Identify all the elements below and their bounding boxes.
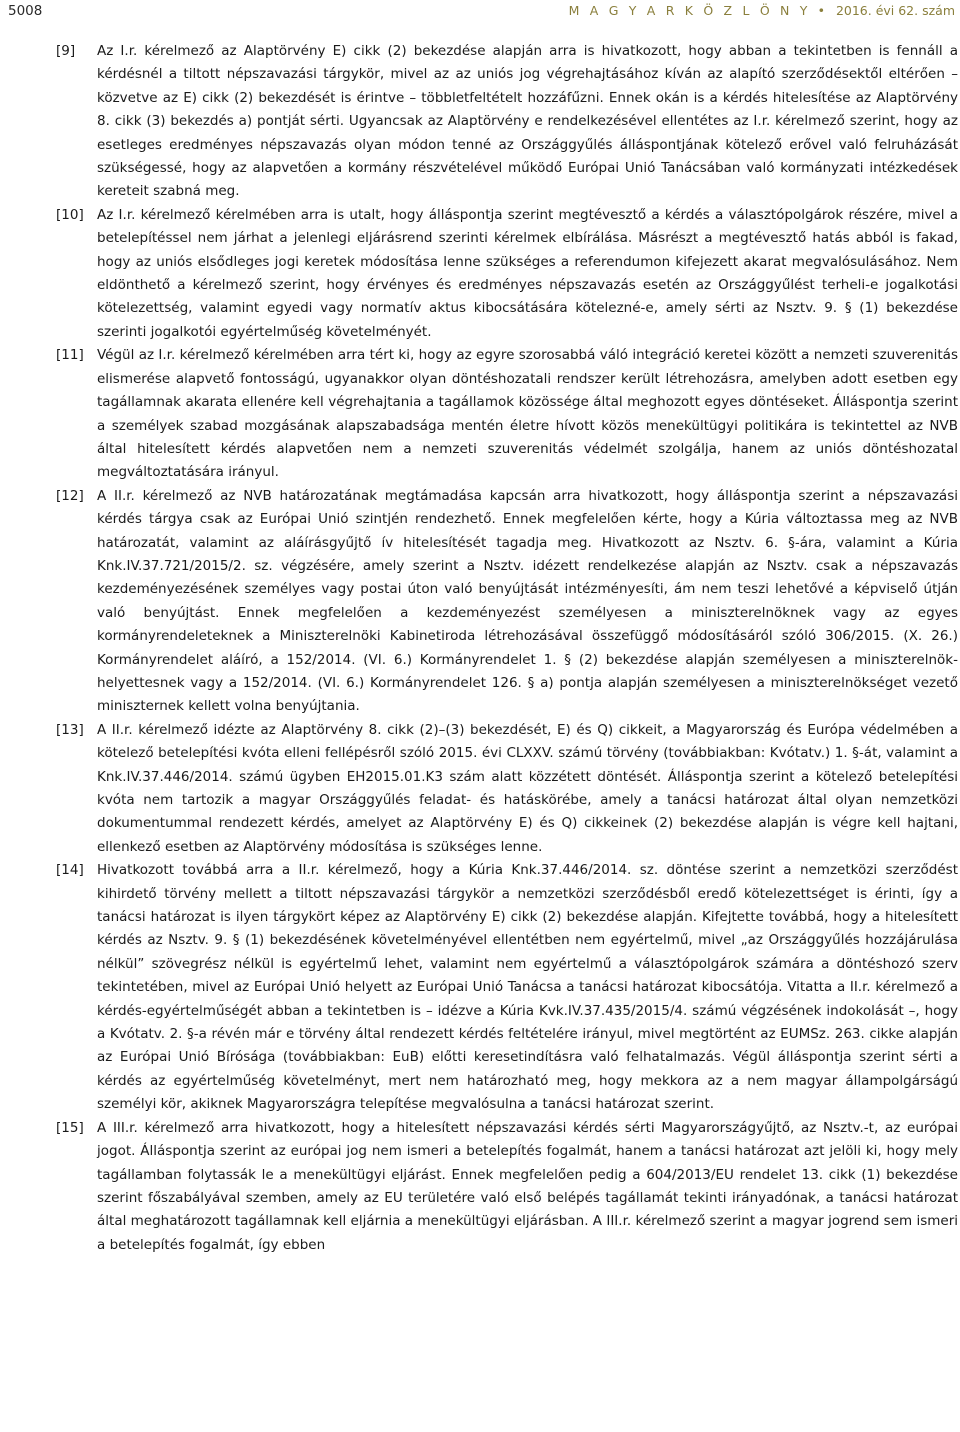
- paragraph-text: Végül az I.r. kérelmező kérelmében arra tért ki, hogy az egyre szorosabbá váló integráció keretei között a nemzeti szuverenitás elismerése alapvető fontosságú, ugyanakkor olyan döntéshozatali rendszer került létrehozásra, amelyben adott esetben egy tagállamnak akarata ellenére kell végrehajtania a tagállamok közössége által meghozott egyes döntéseket. Álláspontja szerint a személyek szabad mozgásának alapszabadsága mentén életre hívott közös menekültügyi politikára is tekintettel az NVB által hitelesített kérdés alapvetően nem a nemzeti szuverenitás védelmét szolgálja, hanem az uniós döntéshozatal megváltoztatására irányul.: [97, 347, 958, 481]
- paragraph-number: [15]: [56, 1119, 84, 1136]
- paragraph-10: [56, 204, 958, 344]
- paragraph-13: [56, 719, 958, 859]
- issue-label: 2016. évi 62. szám: [835, 3, 955, 18]
- paragraph-11: [56, 344, 958, 484]
- running-head: [569, 3, 955, 18]
- paragraph-text: A III.r. kérelmező arra hivatkozott, hogy a hitelesített népszavazási kérdés sérti Magyarországyűjtő, az Nsztv.-t, az európai jogot. Álláspontja szerint az európai jog nem ismeri a betelepítés fogalmát, hanem a tanácsi határozat azt jelöli ki, hogy mely tagállamban folytassák le a menekültügyi eljárást. Ennek megfelelően pedig a 604/2013/EU rendelet 13. cikk (1) bekezdése szerint főszabályával szemben, amely az EU területére való első belépés tagállamát tekinti irányadónak, a tanácsi határozat által meghatározott tagállamnak kell eljárnia a menekültügyi eljárásban. A III.r. kérelmező szerint a magyar jogrend sem ismeri a betelepítés fogalmát, így ebben: [97, 1119, 958, 1253]
- paragraph-number: [12]: [56, 487, 84, 504]
- paragraph-9: [56, 40, 958, 204]
- paragraph-number: [11]: [56, 347, 84, 364]
- paragraph-text: Hivatkozott továbbá arra a II.r. kérelmező, hogy a Kúria Knk.37.446/2014. sz. döntése szerint a nemzetközi szerződést kihirdető törvény mellett a tiltott népszavazási tárgykör a nemzetközi szerződésből eredő kötelezettséget is érinti, így a tanácsi határozat is ilyen tárgykört képez az Alaptörvény E) cikk (2) bekezdése alapján. Kifejtette továbbá, hogy a hitelesített kérdés az Nsztv. 9. § (1) bekezdésének követelményével ellentétben nem egyértelmű, mivel „az Országgyűlés hozzájárulása nélkül” szövegrész nélkül is egyértelmű lehet, valamint nem egyértelmű a választópolgárok számára a döntéshozó szerv tekintetében, mivel az Európai Unió helyett az Európai Unió Tanácsa a tanácsi határozat kibocsátója. Vitatta a II.r. kérelmező a kérdés-egyértelműségét abban a tekintetben is – idézve a Kúria Kvk.IV.37.435/2015/4. számú végzésének indokolását –, hogy a Kvótatv. 2. §-a révén már e törvény által rendezett kérdés feltételére irányul, mivel megtörtént az EUMSz. 263. cikke alapján az Európai Unió Bírósága (továbbiakban: EuB) előtti keresetindításra való felhatalmazás. Végül álláspontja szerint sérti a kérdés az egyértelműség követelményt, mert nem határozható meg, hogy mekkora az a nem magyar állampolgárságú személyi kör, akiknek Magyarországra telepítése megvalósulna a tanácsi határozat szerint.: [97, 862, 958, 1113]
- paragraph-14: [56, 859, 958, 1116]
- paragraph-text: A II.r. kérelmező idézte az Alaptörvény 8. cikk (2)–(3) bekezdését, E) és Q) cikkeit, a Magyarország és Európa védelmében a kötelező betelepítési kvóta elleni fellépésről szóló 2015. évi CLXXV. számú törvény (továbbiakban: Kvótatv.) 1. §-át, valamint a Knk.IV.37.446/2014. számú ügyben EH2015.01.K3 szám alatt közzétett döntését. Álláspontja szerint a kötelező betelepítési kvóta nem tartozik a magyar Országgyűlés feladat- és hatáskörébe, amely a tanácsi határozat által olyan nemzetközi dokumentummal rendezett kérdés, amelyet az Alaptörvény E) és Q) cikkeinek (2) bekezdése alapján is végre kell hajtani, ellenkező esetben az Alaptörvény módosítása is szükséges lenne.: [97, 721, 958, 855]
- document-body: [56, 40, 958, 1257]
- publication-title: M A G Y A R K Ö Z L Ö N Y: [568, 3, 811, 18]
- paragraph-number: [13]: [56, 721, 84, 738]
- page-header: [0, 0, 960, 30]
- paragraph-number: [14]: [56, 862, 84, 879]
- paragraph-text: Az I.r. kérelmező kérelmében arra is utalt, hogy álláspontja szerint megtévesztő a kérdés a választópolgárok részére, mivel a betelepítéssel nem járhat a jelenlegi eljárásrend szerinti kérelmek elbírálása. Másrészt a megtévesztő hatás abból is fakad, hogy az uniós elsődleges jogi keretek módosítása lenne szükséges a referendumon kifejezett akarat megvalósulásához. Nem eldönthető a kérelmező szerint, hogy érvényes és eredményes népszavazás esetén az Országgyűlést terheli-e jogalkotási kötelezettség, valamint egyedi vagy normatív aktus kibocsátására kötelezné-e, amely sérti az Nsztv. 9. § (1) bekezdése szerinti jogalkotói egyértelműség követelményét.: [97, 206, 958, 340]
- paragraph-15: [56, 1117, 958, 1257]
- page-number: 5008: [8, 3, 43, 19]
- paragraph-12: [56, 485, 958, 719]
- paragraph-text: A II.r. kérelmező az NVB határozatának megtámadása kapcsán arra hivatkozott, hogy álláspontja szerint a népszavazási kérdés tárgya csak az Európai Unió szintjén rendezhető. Ennek megfelelően kérte, hogy a Kúria változtassa meg az NVB határozatát, valamint az aláírásgyűjtő ív hitelesítését tagadja meg. Hivatkozott az Nsztv. 6. §-ára, valamint a Kúria Knk.IV.37.721/2015/2. sz. végzésére, amely szerint a Nsztv. idézett rendelkezése alapján az Nsztv. csak a népszavazás kezdeményezésének személyes vagy postai úton való benyújtását intézményesíti, ám nem teszi lehetővé a képviselő útján való benyújtást. Ennek megfelelően a kezdeményezést személyesen a miniszterelnöknek vagy az egyes kormányrendeleteknek a Miniszterelnöki Kabinetiroda létrehozásával összefüggő módosításáról szóló 306/2015. (X. 26.) Kormányrendelet aláíró, a 152/2014. (VI. 6.) Kormányrendelet 1. § (2) bekezdése alapján személyesen a miniszterelnök-helyettesnek vagy a 152/2014. (VI. 6.) Kormányrendelet 126. § a) pontja alapján személyesen a miniszterelnökséget vezető miniszternek kellett volna benyújtania.: [97, 487, 958, 715]
- header-bullet: •: [817, 3, 825, 18]
- paragraph-number: [9]: [56, 43, 76, 59]
- paragraph-text: Az I.r. kérelmező az Alaptörvény E) cikk (2) bekezdése alapján arra is hivatkozott, hogy abban a tekintetben is fennáll a kérdésnél a tiltott népszavazási tárgykör, mivel az az uniós jog végrehajtásához kíván az alapító szerződésektől eltérően – közvetve az E) cikk (2) bekezdését is érintve – többletfeltételt hozzáfűzni. Ennek okán is a kérdés hitelesítése az Alaptörvény 8. cikk (3) bekezdés a) pontját sérti. Ugyancsak az Alaptörvény e rendelkezésével ellentétes az I.r. kérelmező szerint, hogy az esetleges eredményes népszavazás olyan módon tenné az Országgyűlés álláspontjának kötelező erővel való felruházását szükségessé, hogy az alapvetően a kormány részvételével működő Európai Unió Tanácsában való kormányzati intézkedések kereteit szabná meg.: [97, 43, 958, 200]
- paragraph-number: [10]: [56, 206, 84, 223]
